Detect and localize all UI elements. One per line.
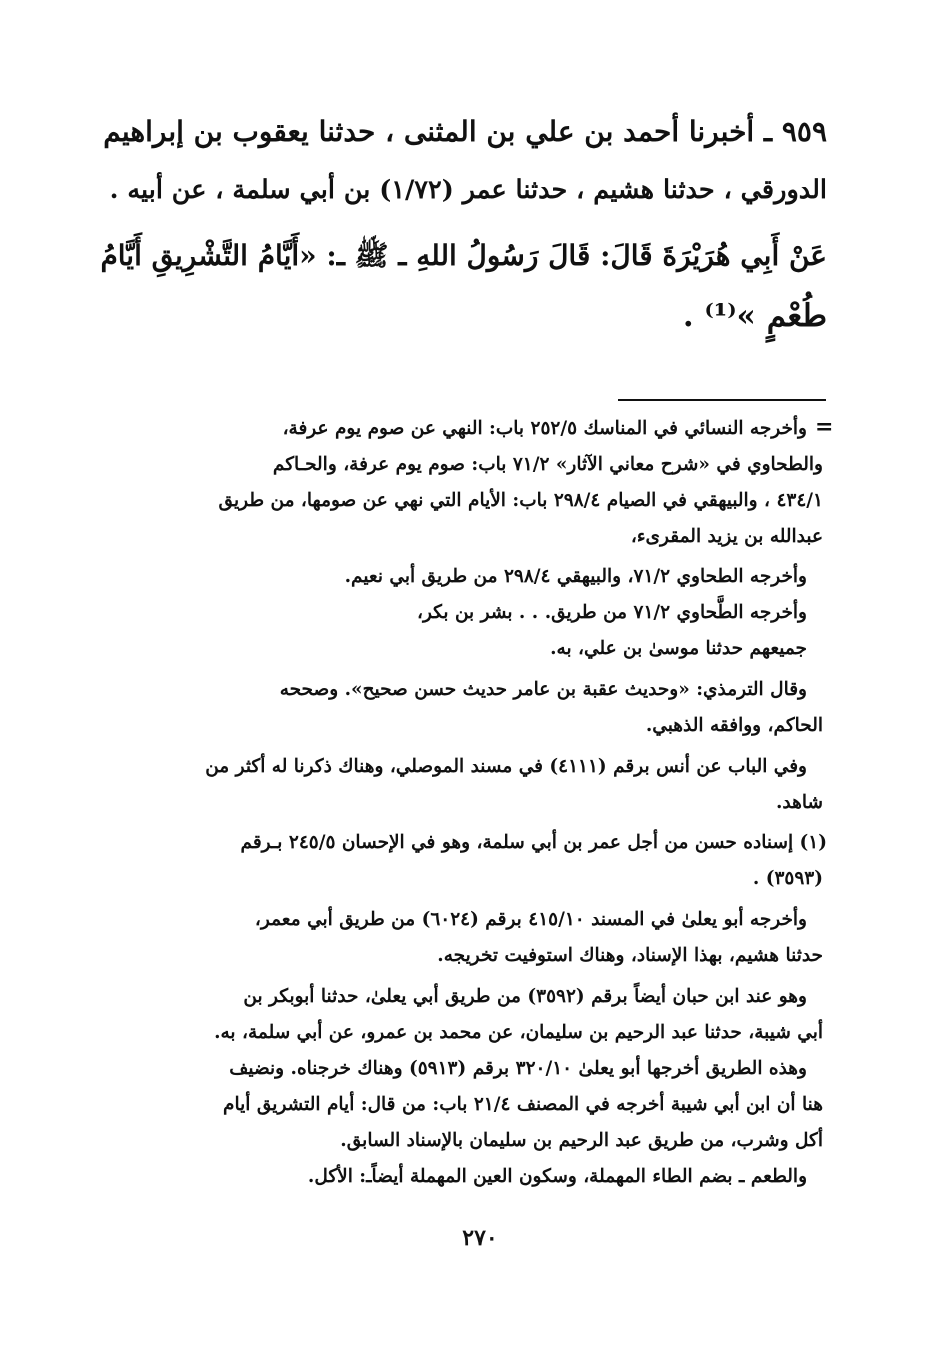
- footnote-line: وقال الترمذي: «وحديث عقبة بن عامر حديث حسن صحيح». وصححه: [279, 679, 807, 700]
- footnote-line: عبدالله بن يزيد المقرىء،: [630, 526, 823, 547]
- hadith-chain-text-1: ـ أخبرنا أحمد بن علي بن المثنى ، حدثنا يعقوب بن إبراهيم: [103, 115, 773, 148]
- page-number: ٢٧٠: [462, 1225, 498, 1251]
- footnote-line: الحاكم، ووافقه الذهبي.: [645, 715, 823, 736]
- footnote-line: (٣٥٩٣) .: [752, 868, 823, 889]
- hadith-chain-line-2: الدورقي ، حدثنا هشيم ، حدثنا عمر (١/٧٢) بن أبي سلمة ، عن أبيه .: [109, 175, 827, 205]
- footnote-continuation-mark: =: [815, 414, 834, 440]
- footnote-line: وفي الباب عن أنس برقم (٤١١١) في مسند الموصلي، وهناك ذكرنا له أكثر من: [205, 756, 807, 777]
- footnote-line: شاهد.: [775, 792, 823, 813]
- footnote-line: أبي شيبة، حدثنا عبد الرحيم بن سليمان، عن محمد بن عمرو، عن أبي سلمة، به.: [214, 1022, 823, 1043]
- footnote-line: وأخرجه أبو يعلىٰ في المسند ٤١٥/١٠ برقم (٦٠٢٤) من طريق أبي معمر،: [254, 909, 807, 930]
- footnote-line: وأخرجه الطحاوي ٧١/٢، والبيهقي ٢٩٨/٤ من طريق أبي نعيم.: [344, 566, 807, 587]
- hadith-text-line-2: طُعْمٍ »⁽¹⁾ .: [682, 298, 827, 334]
- footnote-line: جميعهم حدثنا موسىٰ بن علي، به.: [550, 638, 807, 659]
- footnote-line: والطحاوي في «شرح معاني الآثار» ٧١/٢ باب: صوم يوم عرفة، والحـاكم: [272, 454, 823, 475]
- footnote-line: أكل وشرب، من طريق عبد الرحيم بن سليمان بالإسناد السابق.: [340, 1130, 823, 1151]
- footnote-line: حدثنا هشيم، بهذا الإسناد، وهناك استوفيت تخريجه.: [437, 945, 823, 966]
- footnote-separator: [618, 399, 826, 401]
- footnote-line: وأخرجه الطَّحاوي ٧١/٢ من طريق. . . بشر بن بكر،: [416, 602, 807, 623]
- footnote-line: وهذه الطريق أخرجها أبو يعلىٰ ٣٢٠/١٠ برقم (٥٩١٣) وهناك خرجناه. ونضيف: [229, 1058, 807, 1079]
- footnote-line: والطعم ـ بضم الطاء المهملة، وسكون العين المهملة أيضاًـ: الأكل.: [307, 1166, 807, 1187]
- footnote-line: وهو عند ابن حبان أيضاً برقم (٣٥٩٢) من طريق أبي يعلىٰ، حدثنا أبوبكر بن: [243, 986, 807, 1007]
- hadith-text-line-1: عَنْ أَبِي هُرَيْرَةَ قَالَ: قَالَ رَسُولُ اللهِ ـ ﷺ ـ: «أَيَّامُ التَّشْرِيقِ أَيَّامُ: [100, 239, 827, 272]
- hadith-chain-line-1: [103, 112, 827, 152]
- hadith-number: ٩٥٩: [781, 115, 827, 148]
- footnote-line: وأخرجه النسائي في المناسك ٢٥٢/٥ باب: النهي عن صوم يوم عرفة،: [282, 418, 807, 439]
- footnote-line: ٤٣٤/١ ، والبيهقي في الصيام ٢٩٨/٤ باب: الأيام التي نهي عن صومها، من طريق: [218, 490, 823, 511]
- footnote-line: هنا أن ابن أبي شيبة أخرجه في المصنف ٢١/٤ باب: من قال: أيام التشريق أيام: [223, 1094, 823, 1115]
- footnote-number-line: (١) إسناده حسن من أجل عمر بن أبي سلمة، وهو في الإحسان ٢٤٥/٥ بـرقم: [240, 832, 827, 853]
